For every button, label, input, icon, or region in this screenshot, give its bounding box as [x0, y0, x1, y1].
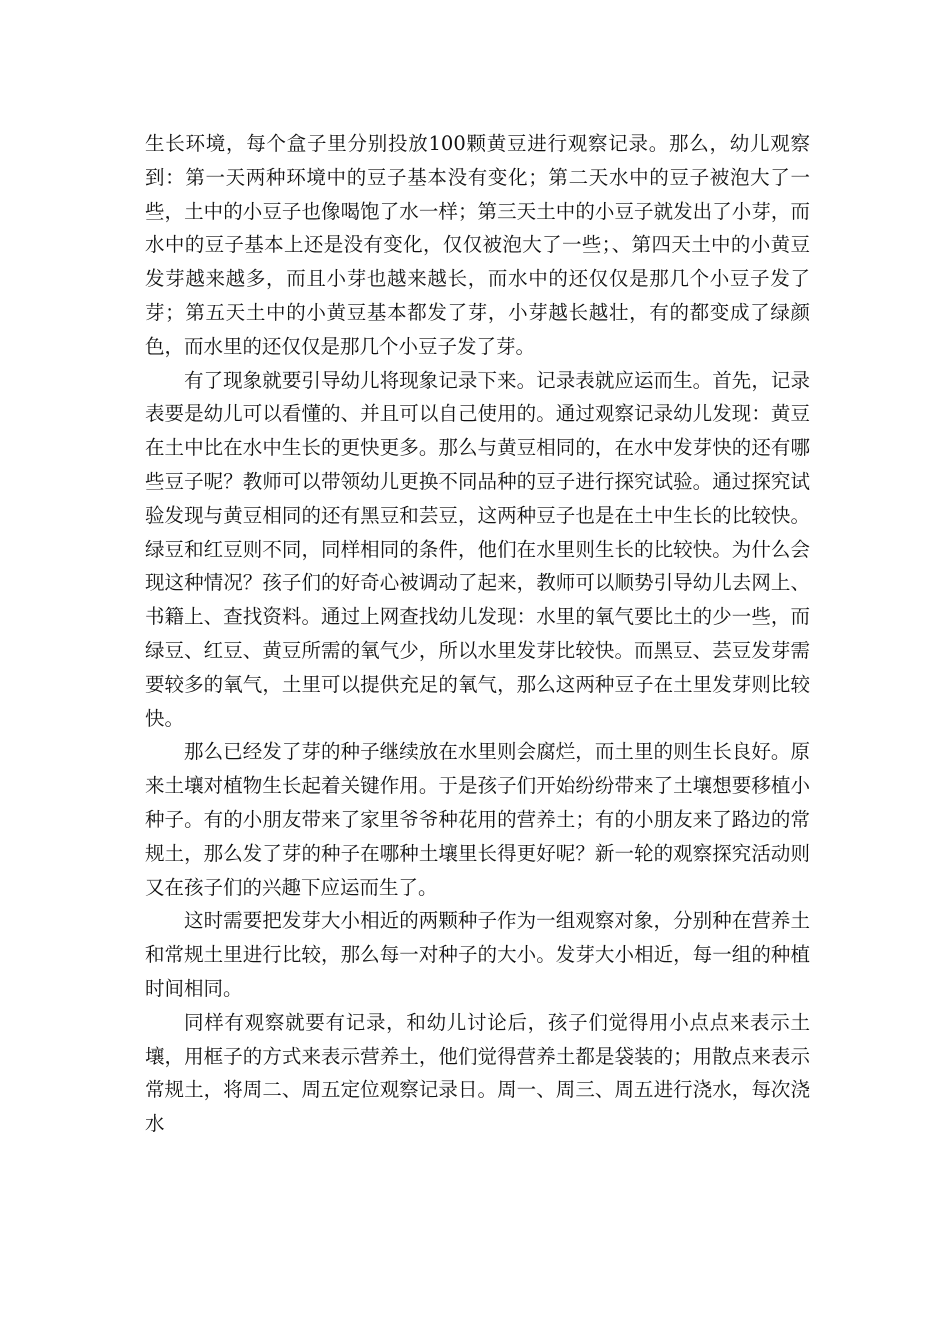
paragraph-4: 这时需要把发芽大小相近的两颗种子作为一组观察对象，分别种在营养土和常规土里进行比较，那么每一对种子的大小。发芽大小相近，每一组的种植时间相同。 [145, 909, 810, 1000]
paragraph-5: 同样有观察就要有记录，和幼儿讨论后，孩子们觉得用小点点来表示土壤，用框子的方式来表示营养土，他们觉得营养土都是袋装的；用散点来表示常规土，将周二、周五定位观察记录日。周一、周三、周五进行浇水，每次浇水 [145, 1010, 810, 1136]
document-body [145, 127, 810, 1141]
paragraph-3: 那么已经发了芽的种子继续放在水里则会腐烂，而土里的则生长良好。原来土壤对植物生长起着关键作用。于是孩子们开始纷纷带来了土壤想要移植小种子。有的小朋友带来了家里爷爷种花用的营养土；有的小朋友来了路边的常规土，那么发了芽的种子在哪种土壤里长得更好呢？新一轮的观察探究活动则又在孩子们的兴趣下应运而生了。 [145, 740, 810, 899]
paragraph-1: 生长环境，每个盒子里分别投放100颗黄豆进行观察记录。那么，幼儿观察到：第一天两种环境中的豆子基本没有变化；第二天水中的豆子被泡大了一些，土中的小豆子也像喝饱了水一样；第三天土中的小豆子就发出了小芽，而水中的豆子基本上还是没有变化，仅仅被泡大了一些；、第四天土中的小黄豆发芽越来越多，而且小芽也越来越长，而水中的还仅仅是那几个小豆子发了芽；第五天土中的小黄豆基本都发了芽，小芽越长越壮，有的都变成了绿颜色，而水里的还仅仅是那几个小豆子发了芽。 [145, 132, 810, 358]
paragraph-2: 有了现象就要引导幼儿将现象记录下来。记录表就应运而生。首先，记录表要是幼儿可以看懂的、并且可以自己使用的。通过观察记录幼儿发现：黄豆在土中比在水中生长的更快更多。那么与黄豆相同的，在水中发芽快的还有哪些豆子呢？教师可以带领幼儿更换不同品种的豆子进行探究试验。通过探究试验发现与黄豆相同的还有黑豆和芸豆，这两种豆子也是在土中生长的比较快。绿豆和红豆则不同，同样相同的条件，他们在水里则生长的比较快。为什么会现这种情况？孩子们的好奇心被调动了起来，教师可以顺势引导幼儿去网上、书籍上、查找资料。通过上网查找幼儿发现：水里的氧气要比土的少一些，而绿豆、红豆、黄豆所需的氧气少，所以水里发芽比较快。而黑豆、芸豆发芽需要较多的氧气，土里可以提供充足的氧气，那么这两种豆子在土里发芽则比较快。 [145, 368, 810, 730]
